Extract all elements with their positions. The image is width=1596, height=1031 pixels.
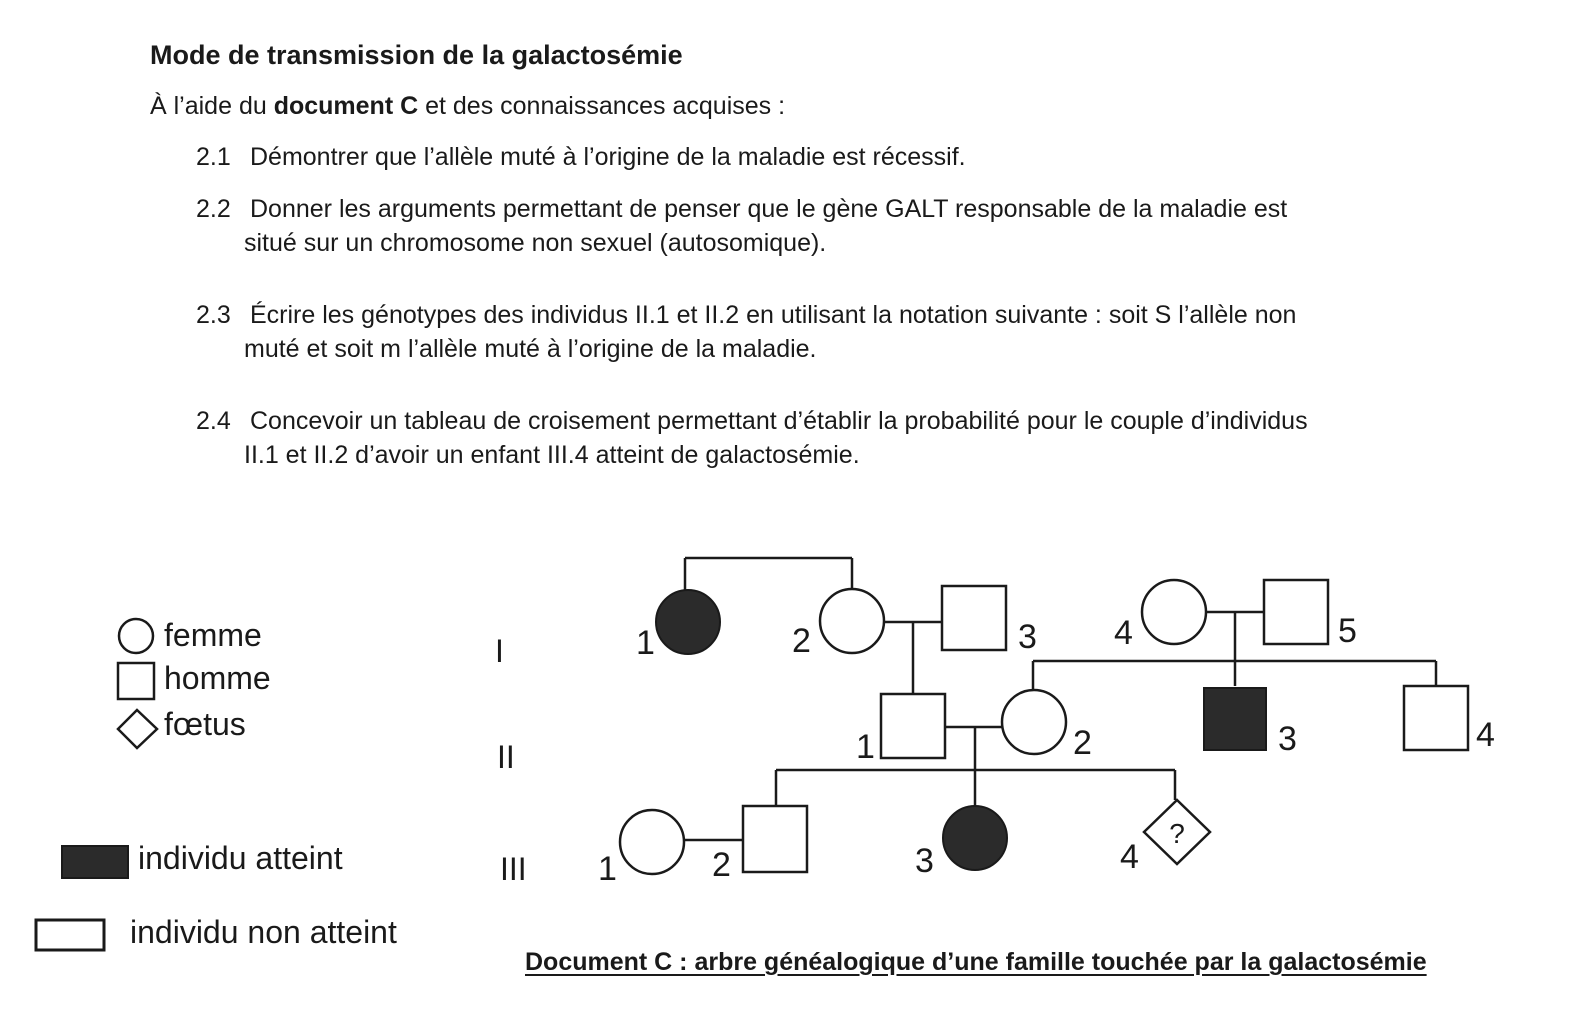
- label-I1: 1: [636, 624, 655, 662]
- individual-III2: [743, 806, 807, 872]
- question-number: 2.2: [196, 195, 231, 223]
- label-I5: 5: [1338, 612, 1357, 650]
- legend-affected-symbol: [62, 846, 128, 878]
- legend-affected-label: individu atteint: [138, 840, 343, 876]
- label-II4: 4: [1476, 716, 1495, 754]
- individual-I2: [820, 589, 884, 653]
- individual-III3-affected: [943, 806, 1007, 870]
- question-number: 2.1: [196, 143, 231, 171]
- legend-fetus-symbol: [118, 710, 157, 748]
- question-text: Donner les arguments permettant de penser que le gène GALT responsable de la maladie est: [250, 195, 1288, 223]
- intro-bold: document C: [273, 92, 419, 120]
- label-III1: 1: [598, 850, 617, 888]
- individual-II3-affected: [1204, 688, 1266, 750]
- question-text: Concevoir un tableau de croisement permettant d’établir la probabilité pour le couple d’individus: [250, 407, 1308, 435]
- individual-II1: [881, 694, 945, 758]
- label-II1: 1: [856, 728, 875, 766]
- intro-prefix: À l’aide du: [150, 92, 274, 120]
- label-III4: 4: [1120, 838, 1139, 876]
- label-I3: 3: [1018, 618, 1037, 656]
- question-text-continued: situé sur un chromosome non sexuel (autosomique).: [244, 229, 827, 257]
- label-II2: 2: [1073, 724, 1092, 762]
- legend-unaffected-symbol: [36, 920, 104, 950]
- individual-II4: [1404, 686, 1468, 750]
- question-text: Écrire les génotypes des individus II.1 et II.2 en utilisant la notation suivante : soit S l’allèle non: [250, 301, 1297, 329]
- legend-female-symbol: [119, 619, 153, 653]
- label-III3: 3: [915, 842, 934, 880]
- generation-label-II: II: [497, 739, 515, 775]
- individual-III1: [620, 810, 684, 874]
- legend-fetus-label: fœtus: [164, 706, 246, 742]
- generation-label-III: III: [500, 851, 527, 887]
- generation-label-I: I: [495, 633, 504, 669]
- individual-I5: [1264, 580, 1328, 644]
- document-caption: Document C : arbre généalogique d’une famille touchée par la galactosémie: [525, 948, 1427, 976]
- individual-I4: [1142, 580, 1206, 644]
- legend-female-label: femme: [164, 617, 262, 653]
- individual-I3: [942, 586, 1006, 650]
- label-I2: 2: [792, 622, 811, 660]
- question-number: 2.3: [196, 301, 231, 329]
- question-text-continued: II.1 et II.2 d’avoir un enfant III.4 atteint de galactosémie.: [244, 441, 860, 469]
- section-title: Mode de transmission de la galactosémie: [150, 40, 683, 70]
- legend-unaffected-label: individu non atteint: [130, 914, 397, 950]
- legend-male-symbol: [118, 663, 154, 699]
- intro-suffix: et des connaissances acquises :: [418, 92, 786, 120]
- individual-II2: [1002, 690, 1066, 754]
- label-III2: 2: [712, 846, 731, 884]
- fetus-question-mark: ?: [1169, 818, 1185, 849]
- label-II3: 3: [1278, 720, 1297, 758]
- question-number: 2.4: [196, 407, 231, 435]
- individual-I1-affected: [656, 590, 720, 654]
- label-I4: 4: [1114, 614, 1133, 652]
- legend-male-label: homme: [164, 660, 271, 696]
- question-text: Démontrer que l’allèle muté à l’origine de la maladie est récessif.: [250, 143, 966, 171]
- question-text-continued: muté et soit m l’allèle muté à l’origine de la maladie.: [244, 335, 817, 363]
